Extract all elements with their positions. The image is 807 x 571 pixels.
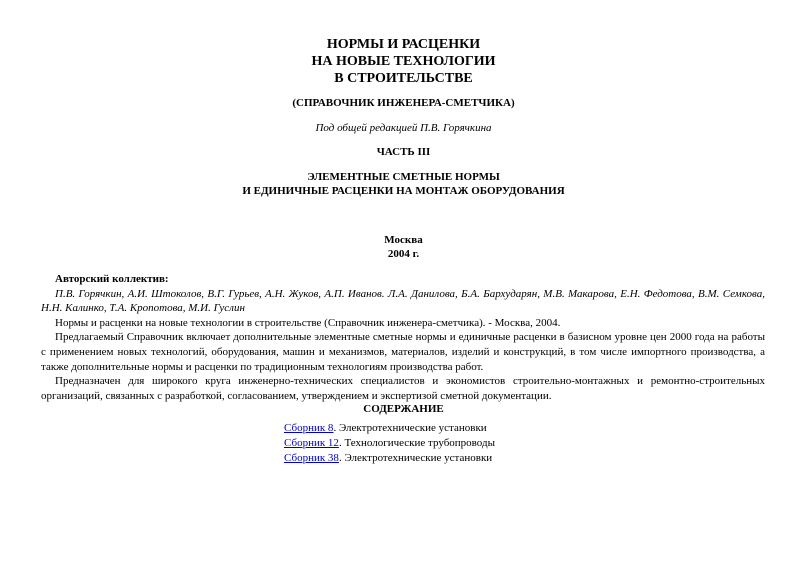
- paragraph-description: Предлагаемый Справочник включает дополнительные элементные сметные нормы и единичные расценки в базисном уровне цен 2000 года на работы с применением новых технологий, оборудования, машин и механизмов, материалов, изделий и конструкций, в том числе импортного производства, а также дополнительные нормы и расценки по традиционным технологиям производства работ.: [41, 331, 765, 373]
- title-line-3: В СТРОИТЕЛЬСТВЕ: [334, 71, 473, 86]
- table-of-contents: [284, 421, 495, 466]
- toc-item: [284, 451, 495, 466]
- authors-list: П.В. Горячкин, А.И. Штоколов, В.Г. Гурьев, А.Н. Жуков, А.П. Иванов. Л.А. Данилова, Б.А. Бархударян, М.В. Макарова, Е.Н. Федотова, В.М. Семкова, Н.Н. Калинко, Т.А. Кропотова, М.И. Гуслин: [41, 287, 765, 315]
- section-title-line-2: И ЕДИНИЧНЫЕ РАСЦЕНКИ НА МОНТАЖ ОБОРУДОВАНИЯ: [242, 185, 565, 197]
- toc-link-sbornik-38[interactable]: Сборник 38: [284, 452, 339, 464]
- citation: Нормы и расценки на новые технологии в строительстве (Справочник инженера-сметчика). - Москва, 2004.: [55, 316, 561, 329]
- year: 2004 г.: [387, 248, 420, 260]
- paragraph-audience: Предназначен для широкого круга инженерно-технических специалистов и экономистов строительно-монтажных и ремонтно-строительных организаций, связанных с разработкой, согласованием, утверждением и экспертизой сметной документации.: [41, 375, 765, 402]
- document-title: [0, 36, 807, 87]
- city: Москва: [384, 234, 423, 246]
- toc-link-sbornik-12[interactable]: Сборник 12: [284, 437, 339, 449]
- toc-item: [284, 421, 495, 436]
- title-line-1: НОРМЫ И РАСЦЕНКИ: [326, 37, 481, 52]
- toc-item-text: . Электротехнические установки: [338, 452, 493, 464]
- section-title: [0, 170, 807, 198]
- document-subtitle: (СПРАВОЧНИК ИНЖЕНЕРА-СМЕТЧИКА): [292, 97, 515, 109]
- editor-line: Под общей редакцией П.В. Горячкина: [315, 122, 492, 134]
- document-body: [41, 272, 765, 403]
- toc-heading: СОДЕРЖАНИЕ: [363, 403, 444, 415]
- authors-heading: Авторский коллектив:: [55, 273, 169, 285]
- toc-link-sbornik-8[interactable]: Сборник 8: [284, 422, 334, 434]
- publication-place: [0, 233, 807, 261]
- toc-item: [284, 436, 495, 451]
- toc-item-text: . Электротехнические установки: [333, 422, 487, 434]
- part-heading: ЧАСТЬ III: [376, 146, 431, 158]
- section-title-line-1: ЭЛЕМЕНТНЫЕ СМЕТНЫЕ НОРМЫ: [307, 171, 500, 183]
- title-line-2: НА НОВЫЕ ТЕХНОЛОГИИ: [311, 54, 496, 69]
- toc-item-text: . Технологические трубопроводы: [338, 437, 495, 449]
